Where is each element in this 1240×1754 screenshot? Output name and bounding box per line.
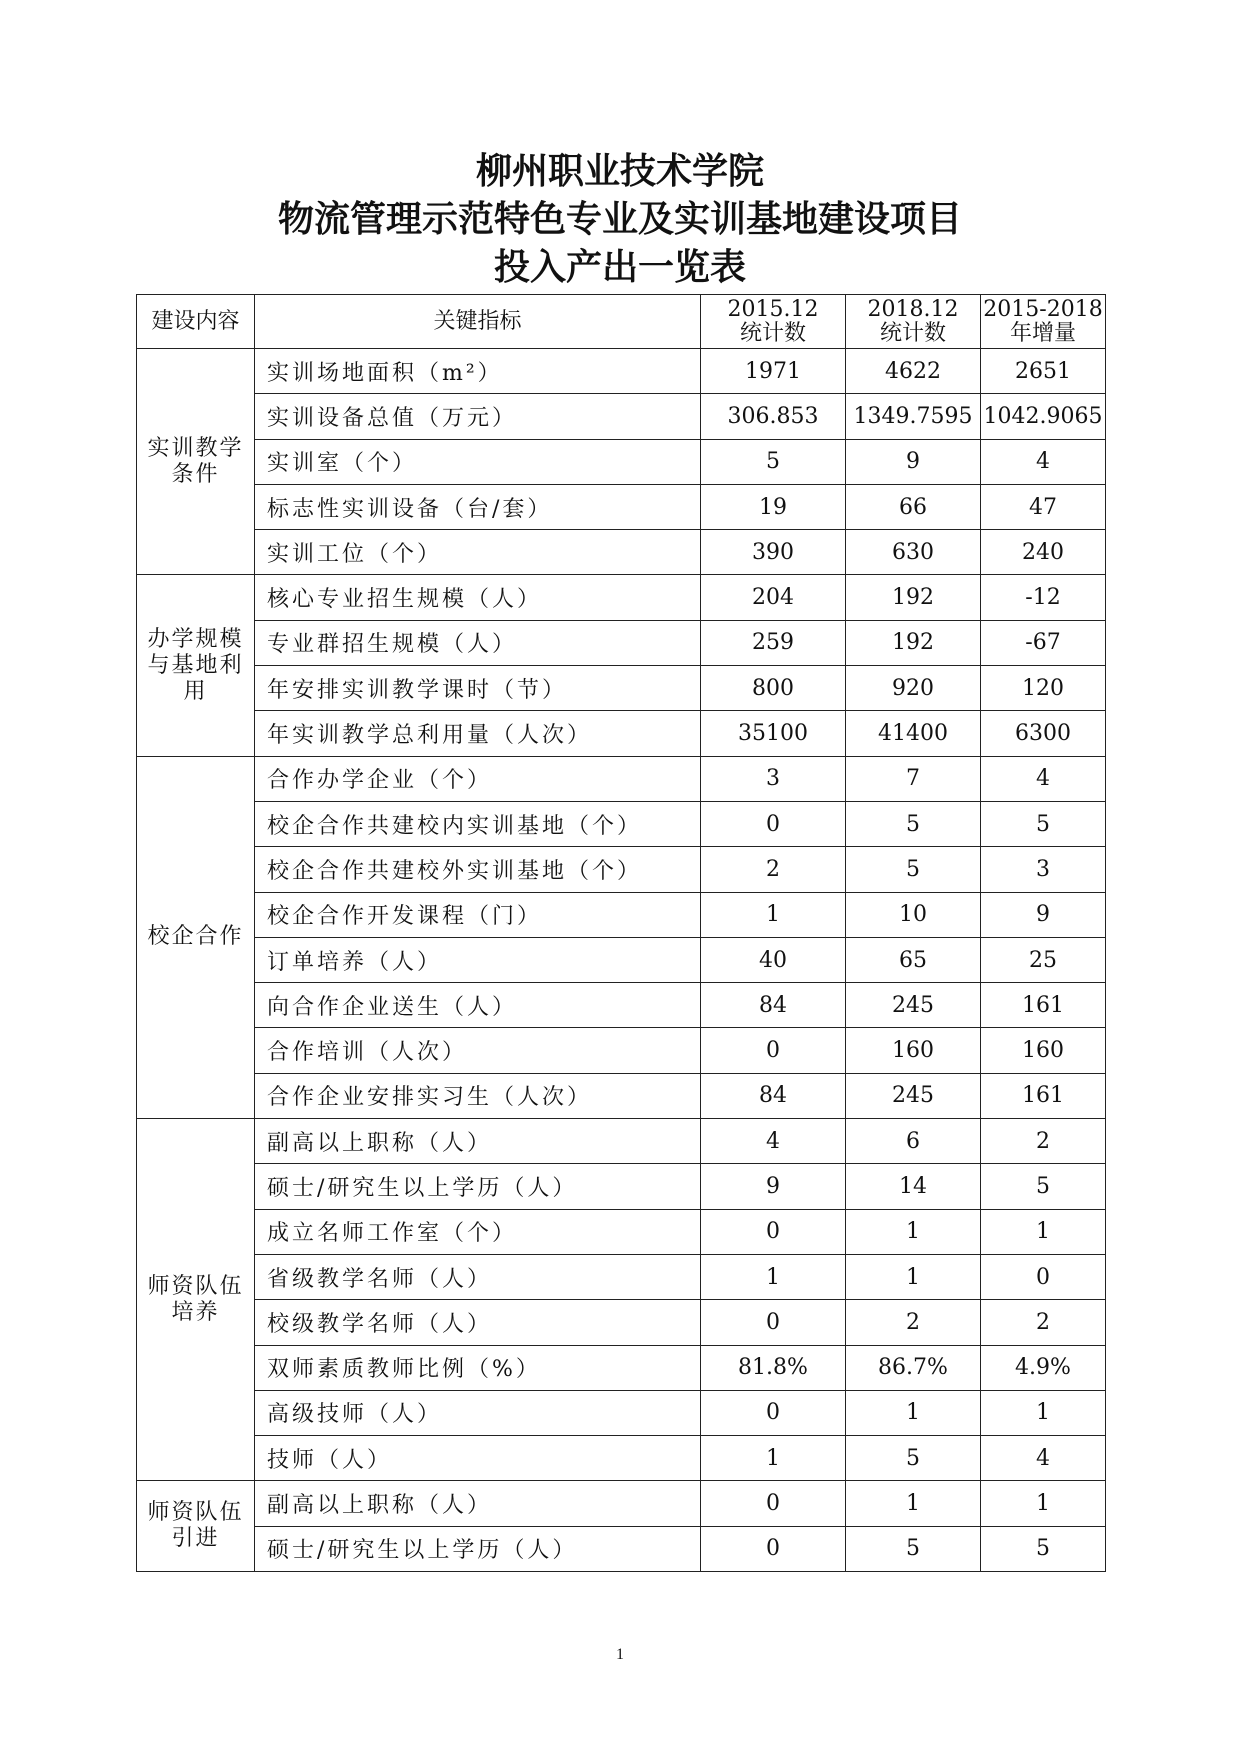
table-row (137, 484, 1106, 529)
increase-cell: 47 (981, 484, 1106, 529)
table-row (137, 530, 1106, 575)
value-2015-cell: 0 (701, 1300, 846, 1345)
value-2018-cell: 6 (846, 1119, 981, 1164)
value-2015-cell: 0 (701, 1028, 846, 1073)
value-2018-cell: 66 (846, 484, 981, 529)
value-2015-cell: 390 (701, 530, 846, 575)
indicator-cell: 实训设备总值（万元） (255, 394, 701, 439)
table-row (137, 711, 1106, 756)
value-2015-cell: 2 (701, 847, 846, 892)
indicator-cell: 合作培训（人次） (255, 1028, 701, 1073)
value-2018-cell: 1 (846, 1481, 981, 1526)
value-2015-cell: 1 (701, 1436, 846, 1481)
table-row (137, 1164, 1106, 1209)
table-row (137, 1073, 1106, 1118)
value-2015-cell: 9 (701, 1164, 846, 1209)
indicator-cell: 专业群招生规模（人） (255, 620, 701, 665)
increase-cell: 4 (981, 439, 1106, 484)
header-indicator (255, 295, 701, 349)
value-2018-cell: 14 (846, 1164, 981, 1209)
increase-cell: 1 (981, 1481, 1106, 1526)
page-number: 1 (616, 1646, 624, 1663)
value-2015-cell: 35100 (701, 711, 846, 756)
header-2018 (846, 295, 981, 349)
value-2015-cell: 84 (701, 983, 846, 1028)
value-2018-cell: 245 (846, 983, 981, 1028)
value-2015-cell: 0 (701, 1481, 846, 1526)
increase-cell: 5 (981, 801, 1106, 846)
table-row (137, 439, 1106, 484)
value-2015-cell: 259 (701, 620, 846, 665)
indicator-cell: 双师素质教师比例（%） (255, 1345, 701, 1390)
header-2015 (701, 295, 846, 349)
value-2015-cell: 84 (701, 1073, 846, 1118)
header-2018-date: 2018.12 (867, 296, 959, 322)
table-row (137, 1436, 1106, 1481)
value-2015-cell: 800 (701, 666, 846, 711)
table-row (137, 394, 1106, 439)
indicator-cell: 副高以上职称（人） (255, 1481, 701, 1526)
value-2018-cell: 9 (846, 439, 981, 484)
value-2015-cell: 40 (701, 937, 846, 982)
increase-cell: 160 (981, 1028, 1106, 1073)
increase-cell: 6300 (981, 711, 1106, 756)
indicator-cell: 硕士/研究生以上学历（人） (255, 1164, 701, 1209)
increase-cell: 9 (981, 892, 1106, 937)
table-row (137, 756, 1106, 801)
category-cell: 办学规模与基地利用 (137, 575, 255, 756)
header-increase-range: 2015-2018 (983, 296, 1103, 322)
indicator-cell: 成立名师工作室（个） (255, 1209, 701, 1254)
value-2015-cell: 1971 (701, 349, 846, 394)
value-2018-cell: 160 (846, 1028, 981, 1073)
indicator-cell: 省级教学名师（人） (255, 1254, 701, 1299)
value-2018-cell: 1 (846, 1209, 981, 1254)
value-2015-cell: 1 (701, 1254, 846, 1299)
value-2018-cell: 245 (846, 1073, 981, 1118)
increase-cell: 5 (981, 1526, 1106, 1571)
indicator-cell: 核心专业招生规模（人） (255, 575, 701, 620)
value-2015-cell: 0 (701, 1526, 846, 1571)
value-2018-cell: 1 (846, 1254, 981, 1299)
indicator-cell: 标志性实训设备（台/套） (255, 484, 701, 529)
increase-cell: 4 (981, 1436, 1106, 1481)
increase-cell: -67 (981, 620, 1106, 665)
increase-cell: 240 (981, 530, 1106, 575)
indicator-cell: 实训室（个） (255, 439, 701, 484)
input-output-table (136, 294, 1106, 1572)
header-2018-label: 统计数 (879, 320, 946, 346)
value-2018-cell: 5 (846, 847, 981, 892)
value-2018-cell: 4622 (846, 349, 981, 394)
value-2018-cell: 192 (846, 575, 981, 620)
value-2018-cell: 41400 (846, 711, 981, 756)
table-row (137, 937, 1106, 982)
table-row (137, 847, 1106, 892)
value-2015-cell: 4 (701, 1119, 846, 1164)
value-2018-cell: 5 (846, 1526, 981, 1571)
table-row (137, 1526, 1106, 1571)
indicator-cell: 校级教学名师（人） (255, 1300, 701, 1345)
increase-cell: 1042.9065 (981, 394, 1106, 439)
value-2015-cell: 0 (701, 801, 846, 846)
table-row (137, 666, 1106, 711)
value-2018-cell: 7 (846, 756, 981, 801)
table-row (137, 575, 1106, 620)
indicator-cell: 副高以上职称（人） (255, 1119, 701, 1164)
indicator-cell: 校企合作共建校内实训基地（个） (255, 801, 701, 846)
table-row (137, 1209, 1106, 1254)
increase-cell: 2 (981, 1119, 1106, 1164)
table-row (137, 1300, 1106, 1345)
category-cell: 实训教学条件 (137, 349, 255, 575)
table-body (137, 349, 1106, 1572)
table-row (137, 1254, 1106, 1299)
increase-cell: 1 (981, 1209, 1106, 1254)
value-2015-cell: 1 (701, 892, 846, 937)
table-header-row (137, 295, 1106, 349)
indicator-cell: 向合作企业送生（人） (255, 983, 701, 1028)
increase-cell: 161 (981, 983, 1106, 1028)
value-2015-cell: 19 (701, 484, 846, 529)
category-cell: 师资队伍引进 (137, 1481, 255, 1572)
value-2018-cell: 192 (846, 620, 981, 665)
value-2018-cell: 630 (846, 530, 981, 575)
table-row (137, 983, 1106, 1028)
indicator-cell: 合作企业安排实习生（人次） (255, 1073, 701, 1118)
increase-cell: 161 (981, 1073, 1106, 1118)
value-2015-cell: 81.8% (701, 1345, 846, 1390)
value-2018-cell: 920 (846, 666, 981, 711)
table-row (137, 1481, 1106, 1526)
indicator-cell: 硕士/研究生以上学历（人） (255, 1526, 701, 1571)
document-title-line-2: 物流管理示范特色专业及实训基地建设项目 (277, 199, 962, 240)
indicator-cell: 实训工位（个） (255, 530, 701, 575)
increase-cell: 3 (981, 847, 1106, 892)
value-2018-cell: 1349.7595 (846, 394, 981, 439)
value-2015-cell: 3 (701, 756, 846, 801)
header-content-label: 建设内容 (151, 308, 240, 334)
value-2018-cell: 2 (846, 1300, 981, 1345)
indicator-cell: 合作办学企业（个） (255, 756, 701, 801)
category-cell: 师资队伍培养 (137, 1119, 255, 1481)
header-increase (981, 295, 1106, 349)
document-title-line-1: 柳州职业技术学院 (475, 151, 764, 192)
increase-cell: 120 (981, 666, 1106, 711)
increase-cell: 1 (981, 1390, 1106, 1435)
header-2015-date: 2015.12 (727, 296, 819, 322)
table-row (137, 801, 1106, 846)
header-content (137, 295, 255, 349)
table-row (137, 1119, 1106, 1164)
value-2015-cell: 204 (701, 575, 846, 620)
document-title-line-3: 投入产出一览表 (493, 247, 746, 288)
increase-cell: 2 (981, 1300, 1106, 1345)
indicator-cell: 订单培养（人） (255, 937, 701, 982)
value-2015-cell: 306.853 (701, 394, 846, 439)
increase-cell: -12 (981, 575, 1106, 620)
increase-cell: 2651 (981, 349, 1106, 394)
increase-cell: 0 (981, 1254, 1106, 1299)
value-2018-cell: 86.7% (846, 1345, 981, 1390)
header-increase-label: 年增量 (1009, 320, 1076, 346)
indicator-cell: 年实训教学总利用量（人次） (255, 711, 701, 756)
value-2015-cell: 0 (701, 1390, 846, 1435)
table-row (137, 349, 1106, 394)
value-2018-cell: 65 (846, 937, 981, 982)
value-2018-cell: 1 (846, 1390, 981, 1435)
indicator-cell: 实训场地面积（m²） (255, 349, 701, 394)
value-2015-cell: 5 (701, 439, 846, 484)
indicator-cell: 技师（人） (255, 1436, 701, 1481)
value-2018-cell: 5 (846, 801, 981, 846)
header-2015-label: 统计数 (739, 320, 806, 346)
table-row (137, 892, 1106, 937)
category-cell: 校企合作 (137, 756, 255, 1118)
indicator-cell: 校企合作开发课程（门） (255, 892, 701, 937)
table-row (137, 1345, 1106, 1390)
increase-cell: 5 (981, 1164, 1106, 1209)
table-row (137, 620, 1106, 665)
increase-cell: 25 (981, 937, 1106, 982)
table-row (137, 1028, 1106, 1073)
table-row (137, 1390, 1106, 1435)
value-2015-cell: 0 (701, 1209, 846, 1254)
value-2018-cell: 5 (846, 1436, 981, 1481)
increase-cell: 4 (981, 756, 1106, 801)
header-indicator-label: 关键指标 (433, 308, 522, 334)
indicator-cell: 高级技师（人） (255, 1390, 701, 1435)
indicator-cell: 校企合作共建校外实训基地（个） (255, 847, 701, 892)
value-2018-cell: 10 (846, 892, 981, 937)
increase-cell: 4.9% (981, 1345, 1106, 1390)
indicator-cell: 年安排实训教学课时（节） (255, 666, 701, 711)
